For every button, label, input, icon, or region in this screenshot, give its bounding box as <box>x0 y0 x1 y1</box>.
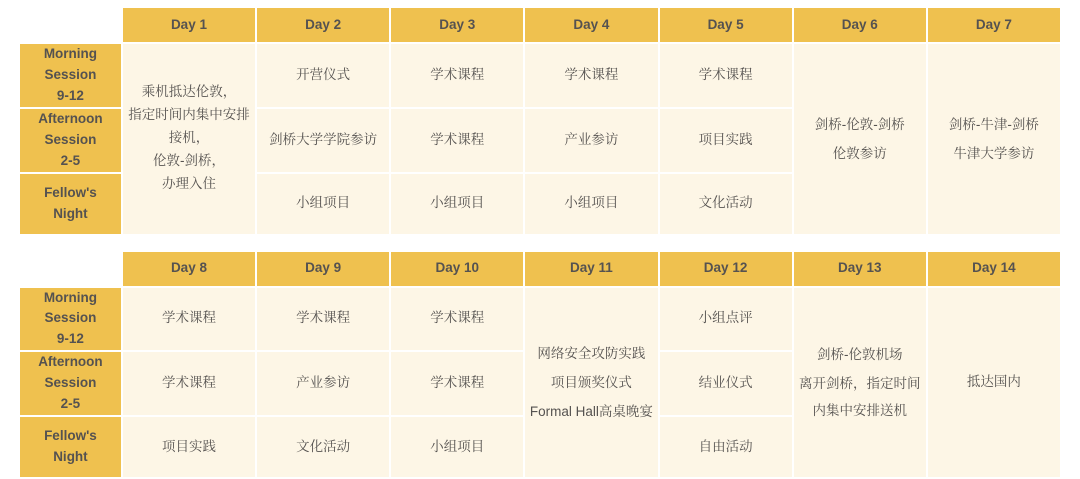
cell-day14-all: 抵达国内 <box>928 288 1060 478</box>
cell-day13-line1: 剑桥-伦敦机场 <box>816 346 903 362</box>
day-header-5: Day 5 <box>660 8 792 42</box>
cell-day3-morning: 学术课程 <box>391 44 523 107</box>
day-header-11: Day 11 <box>525 252 657 286</box>
cell-day1-arrival <box>123 44 255 234</box>
week-two-header-row <box>20 252 1060 286</box>
row-header-afternoon-w2-line3: 2-5 <box>60 396 81 412</box>
cell-day10-fellow: 小组项目 <box>391 417 523 477</box>
week-two-morning-row <box>20 288 1060 351</box>
cell-day7-all <box>928 44 1060 234</box>
corner-blank-cell-2 <box>20 252 121 286</box>
day-header-2: Day 2 <box>257 8 389 42</box>
cell-day7-line2: 牛津大学参访 <box>953 145 1035 161</box>
cell-day2-fellow: 小组项目 <box>257 174 389 234</box>
cell-day8-fellow: 项目实践 <box>123 417 255 477</box>
row-header-morning-w2-line2: Session <box>44 310 97 326</box>
cell-day5-morning: 学术课程 <box>660 44 792 107</box>
row-header-fellow-w1 <box>20 174 121 234</box>
schedule-container <box>18 6 1062 479</box>
row-header-afternoon-line3: 2-5 <box>60 152 81 168</box>
cell-day12-morning: 小组点评 <box>660 288 792 351</box>
cell-day5-afternoon: 项目实践 <box>660 109 792 172</box>
row-header-morning-line1: Morning <box>43 46 98 61</box>
row-header-afternoon-w2-line1: Afternoon <box>38 354 103 370</box>
week-one-table <box>18 6 1062 479</box>
cell-day7-line1: 剑桥-牛津-剑桥 <box>948 116 1039 132</box>
cell-day10-morning: 学术课程 <box>391 288 523 351</box>
row-header-afternoon-w1 <box>20 109 121 172</box>
cell-day2-afternoon: 剑桥大学学院参访 <box>257 109 389 172</box>
day-header-7: Day 7 <box>928 8 1060 42</box>
corner-blank-cell-1 <box>20 8 121 42</box>
cell-day8-afternoon: 学术课程 <box>123 352 255 415</box>
cell-day9-fellow: 文化活动 <box>257 417 389 477</box>
row-header-fellow-w2-line2: Night <box>53 449 88 465</box>
cell-day13-all <box>794 288 926 478</box>
cell-day3-fellow: 小组项目 <box>391 174 523 234</box>
cell-day4-afternoon: 产业参访 <box>525 109 657 172</box>
cell-day6-line1: 剑桥-伦敦-剑桥 <box>814 116 905 132</box>
cell-day13-line2: 离开剑桥，指定时间内集中安排送机 <box>798 375 921 418</box>
cell-day1-line3: 接机， <box>168 130 210 146</box>
cell-day9-morning: 学术课程 <box>257 288 389 351</box>
row-header-afternoon-w2-line2: Session <box>44 375 97 391</box>
cell-day3-afternoon: 学术课程 <box>391 109 523 172</box>
day-header-4: Day 4 <box>525 8 657 42</box>
day-header-3: Day 3 <box>391 8 523 42</box>
cell-day11-line1: 网络安全攻防实践 <box>537 345 646 361</box>
cell-day8-morning: 学术课程 <box>123 288 255 351</box>
day-header-13: Day 13 <box>794 252 926 286</box>
row-header-afternoon-line1: Afternoon <box>38 110 103 126</box>
week-one-header-row <box>20 8 1060 42</box>
week-gap-cell <box>20 236 1060 250</box>
cell-day1-line2: 指定时间内集中安排 <box>128 107 250 123</box>
cell-day11-all <box>525 288 657 478</box>
row-header-morning-line3: 9-12 <box>56 87 84 103</box>
cell-day2-morning: 开营仪式 <box>257 44 389 107</box>
cell-day11-line2: 项目颁奖仪式 <box>550 374 632 390</box>
cell-day9-afternoon: 产业参访 <box>257 352 389 415</box>
cell-day12-afternoon: 结业仪式 <box>660 352 792 415</box>
cell-day4-morning: 学术课程 <box>525 44 657 107</box>
cell-day1-line5: 办理入住 <box>161 176 216 192</box>
row-header-morning-line2: Session <box>44 66 97 82</box>
cell-day10-afternoon: 学术课程 <box>391 352 523 415</box>
day-header-10: Day 10 <box>391 252 523 286</box>
day-header-12: Day 12 <box>660 252 792 286</box>
cell-day12-fellow: 自由活动 <box>660 417 792 477</box>
cell-day5-fellow: 文化活动 <box>660 174 792 234</box>
row-header-fellow-w2 <box>20 417 121 477</box>
row-header-afternoon-w2 <box>20 352 121 415</box>
row-header-morning-w2 <box>20 288 121 351</box>
cell-day6-all <box>794 44 926 234</box>
week-gap-row <box>20 236 1060 250</box>
row-header-afternoon-line2: Session <box>44 131 97 147</box>
day-header-8: Day 8 <box>123 252 255 286</box>
row-header-fellow-line2: Night <box>53 205 88 221</box>
row-header-morning-w1 <box>20 44 121 107</box>
cell-day11-line3: Formal Hall高桌晚宴 <box>529 403 653 419</box>
day-header-9: Day 9 <box>257 252 389 286</box>
row-header-morning-w2-line3: 9-12 <box>56 331 84 347</box>
cell-day1-line4: 伦敦-剑桥， <box>152 153 225 169</box>
week-one-morning-row <box>20 44 1060 107</box>
row-header-morning-w2-line1: Morning <box>43 289 98 305</box>
cell-day4-fellow: 小组项目 <box>525 174 657 234</box>
cell-day6-line2: 伦敦参访 <box>832 145 887 161</box>
cell-day1-line1: 乘机抵达伦敦， <box>141 84 237 100</box>
day-header-6: Day 6 <box>794 8 926 42</box>
day-header-1: Day 1 <box>123 8 255 42</box>
row-header-fellow-line1: Fellow's <box>44 184 97 200</box>
day-header-14: Day 14 <box>928 252 1060 286</box>
row-header-fellow-w2-line1: Fellow's <box>44 428 97 444</box>
